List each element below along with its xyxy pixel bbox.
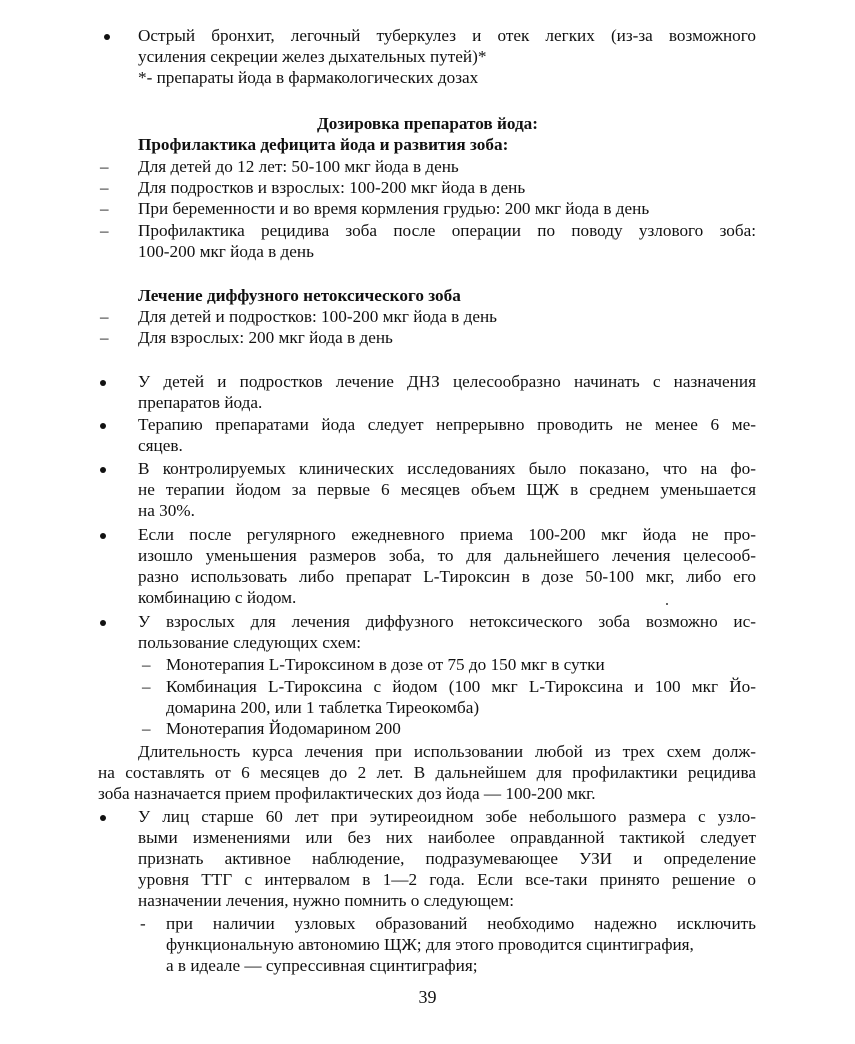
prevention-item: Для подростков и взрослых: 100-200 мкг йода в день (138, 178, 526, 197)
prevention-item: Для детей до 12 лет: 50-100 мкг йода в день (138, 157, 459, 176)
dash-marker: – (100, 199, 109, 218)
bullet-text: У лиц старше 60 лет при эутиреоидном зобе небольшого размера с узло- (138, 807, 756, 826)
bullet-text: разно использовать либо препарат L-Тироксин в дозе 50-100 мкг, либо его (138, 567, 756, 586)
bullet-text: препаратов йода. (138, 393, 263, 412)
subitem-text: при наличии узловых образований необходимо надежно исключить (166, 914, 756, 933)
bullet-dot (100, 815, 106, 821)
bullet-text: У взрослых для лечения диффузного нетоксического зоба возможно ис- (138, 612, 756, 631)
dash-marker: – (100, 157, 109, 176)
treatment-item: Для детей и подростков: 100-200 мкг йода в день (138, 307, 498, 326)
dash-marker: – (142, 719, 151, 738)
scheme-item: Монотерапия Йодомарином 200 (166, 719, 401, 738)
bullet-dot (104, 34, 110, 40)
prevention-item: Профилактика рецидива зоба после операции по поводу узлового зоба: (138, 221, 756, 240)
dash-marker: – (100, 328, 109, 347)
bullet-text: Если после регулярного ежедневного приема 100-200 мкг йода не про- (138, 525, 756, 544)
subheading-prevention: Профилактика дефицита йода и развития зоба: (138, 135, 509, 154)
dash-marker: – (142, 655, 151, 674)
paragraph-line: на составлять от 6 месяцев до 2 лет. В дальнейшем для профилактики рецидива (98, 763, 756, 782)
bullet-text: изошло уменьшения размеров зоба, то для дальнейшего лечения целесооб- (138, 546, 756, 565)
bullet-text: сяцев. (138, 436, 183, 455)
dash-marker: – (100, 178, 109, 197)
paragraph-line: зоба назначается прием профилактических доз йода — 100-200 мкг. (98, 784, 596, 803)
bullet-dot (100, 380, 106, 386)
scan-speck (666, 603, 668, 605)
dash-marker: - (140, 914, 146, 933)
bullet-dot (100, 467, 106, 473)
scheme-item: Монотерапия L-Тироксином в дозе от 75 до 150 мкг в сутки (166, 655, 605, 674)
bullet-text: на 30%. (138, 501, 195, 520)
bullet-dot (100, 620, 106, 626)
page-number: 39 (418, 987, 437, 1007)
bullet-dot (100, 423, 106, 429)
bullet-dot (100, 533, 106, 539)
treatment-item: Для взрослых: 200 мкг йода в день (138, 328, 393, 347)
prevention-item-cont: 100-200 мкг йода в день (138, 242, 314, 261)
bullet-text: не терапии йодом за первые 6 месяцев объем ЩЖ в среднем уменьшается (138, 480, 756, 499)
bullet-text: Терапию препаратами йода следует непрерывно проводить не менее 6 ме- (138, 415, 756, 434)
intro-line-2: усиления секреции желез дыхательных путей)* (138, 47, 487, 66)
scheme-item-cont: домарина 200, или 1 таблетка Тиреокомба) (166, 698, 480, 717)
section-heading: Дозировка препаратов йода: (316, 114, 539, 133)
paragraph-line: Длительность курса лечения при использовании любой из трех схем долж- (138, 742, 756, 761)
subitem-text: а в идеале — супрессивная сцинтиграфия; (166, 956, 478, 975)
bullet-text: В контролируемых клинических исследованиях было показано, что на фо- (138, 459, 756, 478)
scheme-item: Комбинация L-Тироксина с йодом (100 мкг L-Тироксина и 100 мкг Йо- (166, 677, 756, 696)
bullet-text: комбинацию с йодом. (138, 588, 297, 607)
footnote: *- препараты йода в фармакологических дозах (138, 68, 479, 87)
intro-line-1: Острый бронхит, легочный туберкулез и отек легких (из-за возможного (138, 26, 756, 45)
prevention-item: При беременности и во время кормления грудью: 200 мкг йода в день (138, 199, 650, 218)
bullet-text: признать активное наблюдение, подразумевающее УЗИ и определение (138, 849, 756, 868)
bullet-text: выми изменениями или без них наиболее оправданной тактикой следует (138, 828, 756, 847)
bullet-text: пользование следующих схем: (138, 633, 362, 652)
bullet-text: назначении лечения, нужно помнить о следующем: (138, 891, 514, 910)
subitem-text: функциональную автономию ЩЖ; для этого проводится сцинтиграфия, (166, 935, 694, 954)
bullet-text: уровня ТТГ с интервалом в 1—2 года. Если все-таки принято решение о (138, 870, 756, 889)
bullet-text: У детей и подростков лечение ДНЗ целесообразно начинать с назначения (138, 372, 756, 391)
dash-marker: – (100, 221, 109, 240)
dash-marker: – (100, 307, 109, 326)
subheading-treatment: Лечение диффузного нетоксического зоба (138, 286, 461, 305)
dash-marker: – (142, 677, 151, 696)
